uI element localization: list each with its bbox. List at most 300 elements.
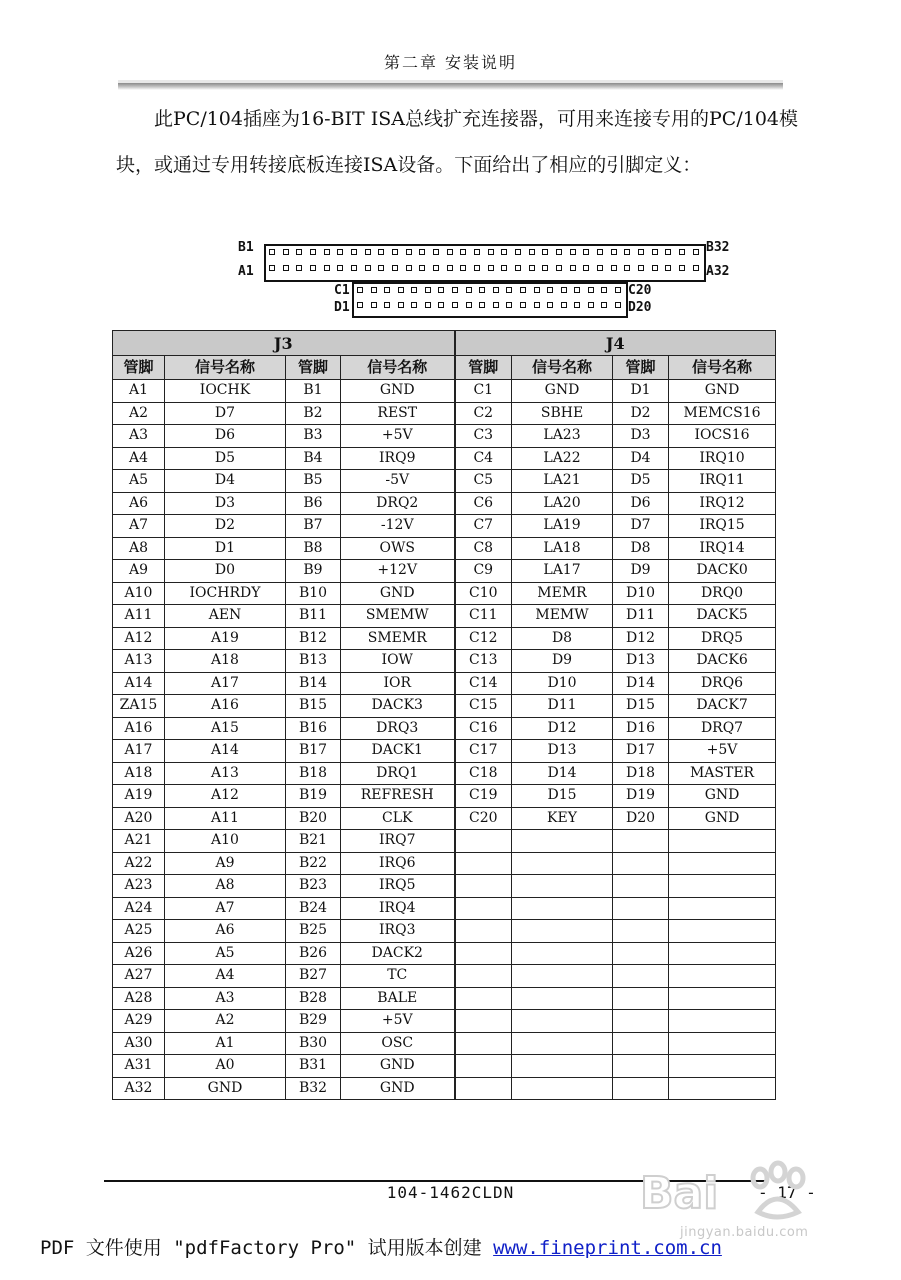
pin-icon xyxy=(411,287,417,293)
table-row xyxy=(113,830,776,853)
pin-cell: C12 xyxy=(455,627,512,650)
pin-cell: A27 xyxy=(113,965,165,988)
signal-cell: GND xyxy=(341,1055,455,1078)
pin-cell: B1 xyxy=(286,380,341,403)
pin-cell: B6 xyxy=(286,492,341,515)
pin-cell: C13 xyxy=(455,650,512,673)
pin-cell: B18 xyxy=(286,762,341,785)
signal-cell: D0 xyxy=(165,560,286,583)
signal-cell: REST xyxy=(341,402,455,425)
pin-icon xyxy=(384,287,390,293)
signal-cell xyxy=(512,965,613,988)
pin-cell: D11 xyxy=(613,605,669,628)
pin-icon xyxy=(529,265,535,271)
signal-cell: D2 xyxy=(165,515,286,538)
pin-icon xyxy=(534,302,540,308)
pin-icon xyxy=(269,249,275,255)
signal-cell: IRQ9 xyxy=(341,447,455,470)
signal-cell: A12 xyxy=(165,785,286,808)
pin-icon xyxy=(561,302,567,308)
pin-icon xyxy=(378,249,384,255)
col-header: 管脚 xyxy=(455,356,512,380)
pin-icon xyxy=(447,265,453,271)
pin-cell: C10 xyxy=(455,582,512,605)
signal-cell: DACK3 xyxy=(341,695,455,718)
signal-cell: OSC xyxy=(341,1032,455,1055)
signal-cell: GND xyxy=(669,785,776,808)
table-row xyxy=(113,627,776,650)
signal-cell: AEN xyxy=(165,605,286,628)
signal-cell: GND xyxy=(669,807,776,830)
signal-cell: IRQ11 xyxy=(669,470,776,493)
signal-cell: MEMR xyxy=(512,582,613,605)
pin-icon xyxy=(351,249,357,255)
pin-cell: C6 xyxy=(455,492,512,515)
label-c20: C20 xyxy=(628,283,652,298)
pin-cell: B28 xyxy=(286,987,341,1010)
pin-cell: B4 xyxy=(286,447,341,470)
pin-cell: D15 xyxy=(613,695,669,718)
pin-icon xyxy=(583,265,589,271)
signal-cell: KEY xyxy=(512,807,613,830)
signal-cell: D5 xyxy=(165,447,286,470)
doc-number: 104-1462CLDN xyxy=(386,1183,515,1202)
table-row xyxy=(113,380,776,403)
signal-cell xyxy=(512,830,613,853)
pin-icon xyxy=(310,265,316,271)
pin-cell xyxy=(613,1077,669,1100)
signal-cell: D4 xyxy=(165,470,286,493)
pin-icon xyxy=(269,265,275,271)
signal-cell xyxy=(669,1010,776,1033)
signal-cell xyxy=(669,920,776,943)
signal-cell xyxy=(512,897,613,920)
pin-icon xyxy=(488,249,494,255)
pin-cell: A26 xyxy=(113,942,165,965)
signal-cell: BALE xyxy=(341,987,455,1010)
pin-cell: B3 xyxy=(286,425,341,448)
page-header-title: 第二章 安装说明 xyxy=(383,53,518,72)
intro-paragraph xyxy=(116,96,810,188)
signal-cell: IRQ7 xyxy=(341,830,455,853)
pin-cell: B24 xyxy=(286,897,341,920)
pin-cell: A32 xyxy=(113,1077,165,1100)
signal-cell: A0 xyxy=(165,1055,286,1078)
pin-cell: A14 xyxy=(113,672,165,695)
signal-cell xyxy=(512,852,613,875)
table-row xyxy=(113,920,776,943)
pin-icon xyxy=(693,249,699,255)
pin-row-b xyxy=(269,249,699,256)
pin-icon xyxy=(588,302,594,308)
pin-icon xyxy=(529,249,535,255)
pin-cell: A6 xyxy=(113,492,165,515)
pin-icon xyxy=(357,302,363,308)
label-d20: D20 xyxy=(628,300,652,315)
pin-icon xyxy=(556,265,562,271)
pin-cell: A29 xyxy=(113,1010,165,1033)
signal-cell: D1 xyxy=(165,537,286,560)
signal-cell: IOCHRDY xyxy=(165,582,286,605)
pdf-notice xyxy=(40,1233,722,1260)
pin-cell: D13 xyxy=(613,650,669,673)
pin-cell: C14 xyxy=(455,672,512,695)
signal-cell: DACK5 xyxy=(669,605,776,628)
pin-cell: B13 xyxy=(286,650,341,673)
table-row xyxy=(113,942,776,965)
group-header-row xyxy=(113,331,776,356)
pin-cell xyxy=(613,830,669,853)
signal-cell xyxy=(669,875,776,898)
table-row xyxy=(113,762,776,785)
signal-cell: D10 xyxy=(512,672,613,695)
pin-icon xyxy=(611,249,617,255)
pin-cell: C17 xyxy=(455,740,512,763)
signal-cell xyxy=(669,1032,776,1055)
signal-cell: IRQ15 xyxy=(669,515,776,538)
pin-icon xyxy=(611,265,617,271)
pin-icon xyxy=(474,249,480,255)
svg-text:Bai: Bai xyxy=(640,1168,719,1219)
col-header: 管脚 xyxy=(113,356,165,380)
pin-icon xyxy=(624,249,630,255)
pin-icon xyxy=(392,249,398,255)
signal-cell: D3 xyxy=(165,492,286,515)
pin-icon xyxy=(556,249,562,255)
pin-icon xyxy=(406,249,412,255)
signal-cell xyxy=(669,965,776,988)
signal-cell: A2 xyxy=(165,1010,286,1033)
signal-cell: GND xyxy=(165,1077,286,1100)
pin-cell: B14 xyxy=(286,672,341,695)
pin-icon xyxy=(365,249,371,255)
pin-icon xyxy=(615,287,621,293)
pin-icon xyxy=(398,302,404,308)
pin-icon xyxy=(296,265,302,271)
pin-cell: D12 xyxy=(613,627,669,650)
signal-cell: DACK0 xyxy=(669,560,776,583)
signal-cell: IRQ14 xyxy=(669,537,776,560)
pin-cell: A10 xyxy=(113,582,165,605)
pinout-table xyxy=(112,330,776,1100)
pin-icon xyxy=(652,249,658,255)
pin-icon xyxy=(438,302,444,308)
pin-icon xyxy=(324,265,330,271)
pin-icon xyxy=(574,302,580,308)
pin-cell: B16 xyxy=(286,717,341,740)
pin-cell: D2 xyxy=(613,402,669,425)
signal-cell: D15 xyxy=(512,785,613,808)
pin-icon xyxy=(547,287,553,293)
pin-cell: B5 xyxy=(286,470,341,493)
signal-cell: LA18 xyxy=(512,537,613,560)
pin-icon xyxy=(583,249,589,255)
pin-icon xyxy=(283,265,289,271)
pin-icon xyxy=(624,265,630,271)
pin-icon xyxy=(601,302,607,308)
signal-cell: LA17 xyxy=(512,560,613,583)
pin-row-d xyxy=(357,302,621,309)
pin-cell: B21 xyxy=(286,830,341,853)
pin-icon xyxy=(357,287,363,293)
signal-cell: IRQ5 xyxy=(341,875,455,898)
pin-cell xyxy=(455,965,512,988)
pin-cell: D10 xyxy=(613,582,669,605)
col-header: 信号名称 xyxy=(165,356,286,380)
pin-icon xyxy=(425,302,431,308)
signal-cell: D6 xyxy=(165,425,286,448)
signal-cell: A9 xyxy=(165,852,286,875)
signal-cell xyxy=(669,852,776,875)
pin-cell: A28 xyxy=(113,987,165,1010)
signal-cell: DACK1 xyxy=(341,740,455,763)
signal-cell: IOR xyxy=(341,672,455,695)
pin-cell xyxy=(613,875,669,898)
pin-icon xyxy=(296,249,302,255)
signal-cell: IRQ6 xyxy=(341,852,455,875)
col-header: 信号名称 xyxy=(341,356,455,380)
pin-cell: D5 xyxy=(613,470,669,493)
pin-cell: D8 xyxy=(613,537,669,560)
pin-cell: B23 xyxy=(286,875,341,898)
signal-cell: A4 xyxy=(165,965,286,988)
pin-cell xyxy=(613,987,669,1010)
signal-cell: LA20 xyxy=(512,492,613,515)
pin-icon xyxy=(520,287,526,293)
signal-cell: DACK2 xyxy=(341,942,455,965)
table-row xyxy=(113,740,776,763)
signal-cell: D9 xyxy=(512,650,613,673)
pin-cell: A12 xyxy=(113,627,165,650)
pin-cell xyxy=(455,1010,512,1033)
pin-cell: A25 xyxy=(113,920,165,943)
table-row xyxy=(113,515,776,538)
signal-cell: DRQ6 xyxy=(669,672,776,695)
signal-cell xyxy=(669,942,776,965)
pin-icon xyxy=(283,249,289,255)
label-d1: D1 xyxy=(334,300,350,315)
pin-cell xyxy=(455,942,512,965)
pin-cell xyxy=(455,852,512,875)
group-j3: J3 xyxy=(113,331,455,356)
signal-cell: D11 xyxy=(512,695,613,718)
signal-cell: DRQ2 xyxy=(341,492,455,515)
pinout-body xyxy=(113,380,776,1100)
pin-cell: A21 xyxy=(113,830,165,853)
pin-cell xyxy=(613,1032,669,1055)
signal-cell xyxy=(669,987,776,1010)
pin-cell: B11 xyxy=(286,605,341,628)
pin-cell: D4 xyxy=(613,447,669,470)
signal-cell xyxy=(669,897,776,920)
pin-icon xyxy=(452,302,458,308)
pin-cell: A2 xyxy=(113,402,165,425)
pin-cell: B25 xyxy=(286,920,341,943)
pin-cell: C18 xyxy=(455,762,512,785)
pin-icon xyxy=(638,265,644,271)
signal-cell: A16 xyxy=(165,695,286,718)
signal-cell: MEMCS16 xyxy=(669,402,776,425)
pin-icon xyxy=(337,249,343,255)
pin-icon xyxy=(433,249,439,255)
signal-cell: DRQ3 xyxy=(341,717,455,740)
label-a32: A32 xyxy=(706,264,730,279)
table-row xyxy=(113,650,776,673)
signal-cell: A13 xyxy=(165,762,286,785)
signal-cell: SMEMW xyxy=(341,605,455,628)
pin-cell: B7 xyxy=(286,515,341,538)
pin-cell: B20 xyxy=(286,807,341,830)
table-row xyxy=(113,447,776,470)
table-row xyxy=(113,470,776,493)
signal-cell: GND xyxy=(341,380,455,403)
pin-cell: A11 xyxy=(113,605,165,628)
signal-cell xyxy=(669,1055,776,1078)
watermark-site: jingyan.baidu.com xyxy=(680,1225,809,1240)
pin-cell: A13 xyxy=(113,650,165,673)
table-row xyxy=(113,785,776,808)
pin-cell: A23 xyxy=(113,875,165,898)
pin-row-c xyxy=(357,287,621,294)
pin-cell: D18 xyxy=(613,762,669,785)
pin-cell: C16 xyxy=(455,717,512,740)
pin-cell xyxy=(455,875,512,898)
pin-icon xyxy=(398,287,404,293)
pin-icon xyxy=(574,287,580,293)
signal-cell xyxy=(512,920,613,943)
pin-cell xyxy=(613,1055,669,1078)
signal-cell: A14 xyxy=(165,740,286,763)
signal-cell: D12 xyxy=(512,717,613,740)
pin-cell: B15 xyxy=(286,695,341,718)
pin-icon xyxy=(601,287,607,293)
pin-cell: D3 xyxy=(613,425,669,448)
signal-cell xyxy=(512,942,613,965)
intro-text: 此PC/104插座为16-BIT ISA总线扩充连接器，可用来连接专用的PC/104模块，或通过专用转接底板连接ISA设备。下面给出了相应的引脚定义： xyxy=(116,108,798,176)
label-c1: C1 xyxy=(334,283,350,298)
pin-cell xyxy=(455,1077,512,1100)
pin-cell: C2 xyxy=(455,402,512,425)
signal-cell xyxy=(669,830,776,853)
pin-icon xyxy=(547,302,553,308)
pin-icon xyxy=(561,287,567,293)
signal-cell: A15 xyxy=(165,717,286,740)
table-row xyxy=(113,1010,776,1033)
pin-icon xyxy=(479,302,485,308)
pin-icon xyxy=(474,265,480,271)
pin-cell: A18 xyxy=(113,762,165,785)
pin-cell: B32 xyxy=(286,1077,341,1100)
pin-icon xyxy=(447,249,453,255)
pin-cell: D14 xyxy=(613,672,669,695)
signal-cell: D7 xyxy=(165,402,286,425)
signal-cell xyxy=(512,987,613,1010)
pin-row-a xyxy=(269,265,699,272)
table-row xyxy=(113,1032,776,1055)
signal-cell: DACK6 xyxy=(669,650,776,673)
table-row xyxy=(113,897,776,920)
pin-icon xyxy=(384,302,390,308)
pin-cell: C20 xyxy=(455,807,512,830)
pin-icon xyxy=(693,265,699,271)
pin-cell: B27 xyxy=(286,965,341,988)
pin-icon xyxy=(411,302,417,308)
pin-cell: B2 xyxy=(286,402,341,425)
signal-cell: A17 xyxy=(165,672,286,695)
pin-icon xyxy=(534,287,540,293)
pin-cell xyxy=(613,942,669,965)
pin-icon xyxy=(466,287,472,293)
pin-cell: C4 xyxy=(455,447,512,470)
pin-cell: C15 xyxy=(455,695,512,718)
pin-icon xyxy=(324,249,330,255)
pin-icon xyxy=(501,249,507,255)
signal-cell: IOW xyxy=(341,650,455,673)
signal-cell: DRQ0 xyxy=(669,582,776,605)
pin-cell: B19 xyxy=(286,785,341,808)
signal-cell xyxy=(512,1032,613,1055)
pin-cell xyxy=(455,830,512,853)
signal-cell: A8 xyxy=(165,875,286,898)
pin-cell: D1 xyxy=(613,380,669,403)
signal-cell: -12V xyxy=(341,515,455,538)
pin-icon xyxy=(460,265,466,271)
table-row xyxy=(113,582,776,605)
pin-cell: A4 xyxy=(113,447,165,470)
pin-cell: C8 xyxy=(455,537,512,560)
pin-cell: B9 xyxy=(286,560,341,583)
signal-cell: D14 xyxy=(512,762,613,785)
signal-cell: TC xyxy=(341,965,455,988)
table-row xyxy=(113,717,776,740)
pin-icon xyxy=(542,249,548,255)
pin-cell: B26 xyxy=(286,942,341,965)
pin-icon xyxy=(515,265,521,271)
pin-cell xyxy=(455,987,512,1010)
pin-cell: D16 xyxy=(613,717,669,740)
signal-cell: A6 xyxy=(165,920,286,943)
signal-cell: LA22 xyxy=(512,447,613,470)
table-row xyxy=(113,987,776,1010)
pin-cell: C7 xyxy=(455,515,512,538)
signal-cell: D13 xyxy=(512,740,613,763)
pin-icon xyxy=(460,249,466,255)
pin-icon xyxy=(506,287,512,293)
signal-cell: REFRESH xyxy=(341,785,455,808)
table-row xyxy=(113,875,776,898)
signal-cell: SMEMR xyxy=(341,627,455,650)
label-b1: B1 xyxy=(238,240,254,255)
signal-cell: A7 xyxy=(165,897,286,920)
signal-cell: A5 xyxy=(165,942,286,965)
fineprint-link[interactable]: www.fineprint.com.cn xyxy=(493,1237,722,1259)
signal-cell: CLK xyxy=(341,807,455,830)
col-header: 管脚 xyxy=(613,356,669,380)
table-row xyxy=(113,492,776,515)
pin-cell: A19 xyxy=(113,785,165,808)
pin-cell xyxy=(613,965,669,988)
pin-icon xyxy=(652,265,658,271)
pin-icon xyxy=(419,265,425,271)
pin-cell: A22 xyxy=(113,852,165,875)
pin-cell: C3 xyxy=(455,425,512,448)
pin-icon xyxy=(433,265,439,271)
signal-cell: DRQ5 xyxy=(669,627,776,650)
pin-cell: A5 xyxy=(113,470,165,493)
pin-cell: A7 xyxy=(113,515,165,538)
signal-cell: A1 xyxy=(165,1032,286,1055)
signal-cell: +12V xyxy=(341,560,455,583)
